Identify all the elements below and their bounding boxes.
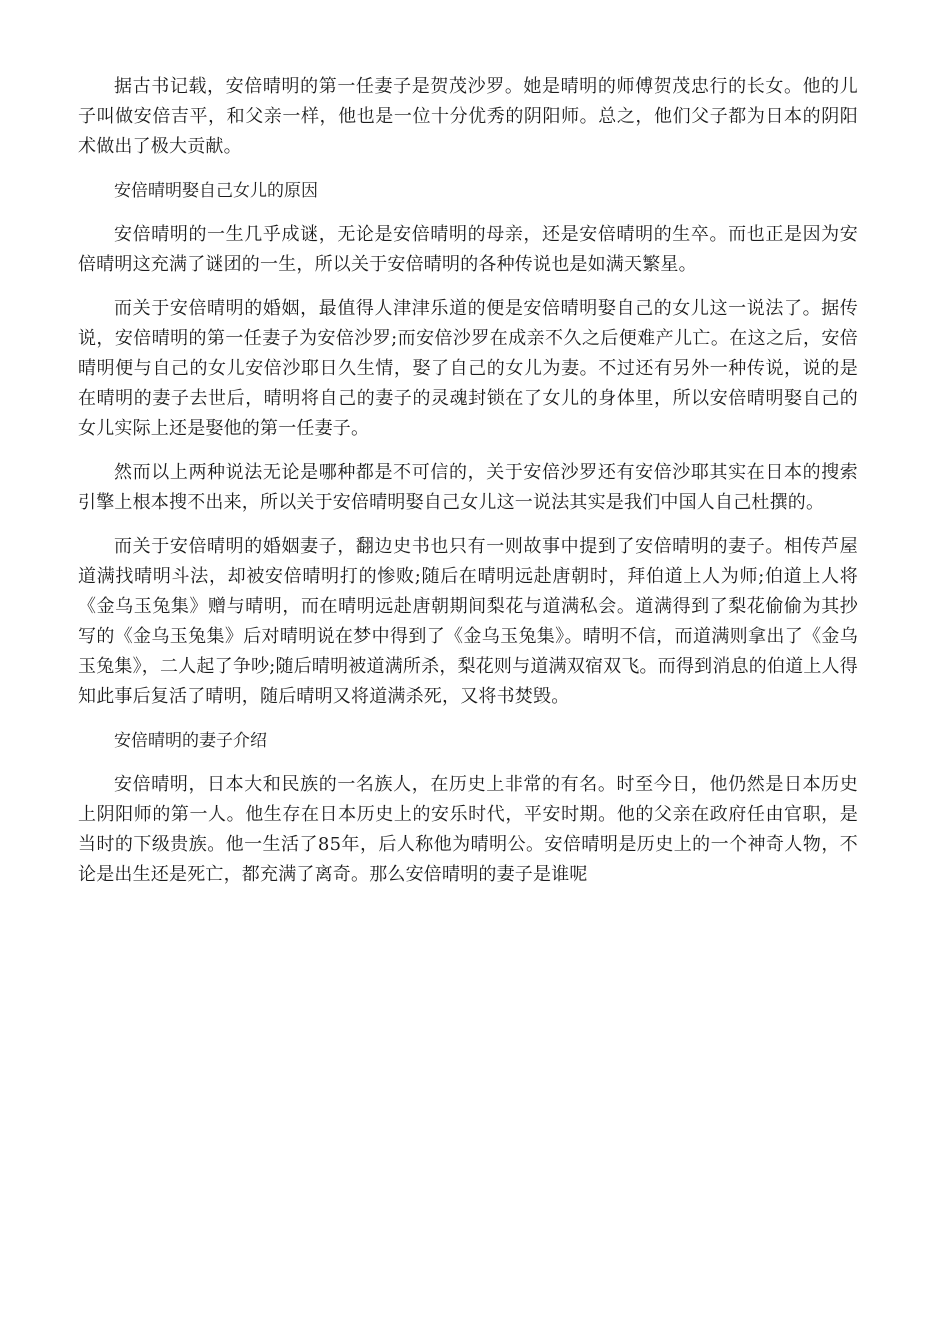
document-page xyxy=(78,72,858,904)
paragraph-wife-intro: 安倍晴明，日本大和民族的一名族人，在历史上非常的有名。时至今日，他仍然是日本历史上阴阳师的第一人。他生存在日本历史上的安乐时代，平安时期。他的父亲在政府任由官职，是当时的下级贵族。他一生活了85年，后人称他为晴明公。安倍晴明是历史上的一个神奇人物，不论是出生还是死亡，都充满了离奇。那么安倍晴明的妻子是谁呢 xyxy=(78,774,858,885)
section-heading-wife: 安倍晴明的妻子介绍 xyxy=(114,731,267,751)
paragraph-mystery: 安倍晴明的一生几乎成谜，无论是安倍晴明的母亲，还是安倍晴明的生卒。而也正是因为安倍晴明这充满了谜团的一生，所以关于安倍晴明的各种传说也是如满天繁星。 xyxy=(78,224,858,275)
paragraph-intro: 据古书记载，安倍晴明的第一任妻子是贺茂沙罗。她是晴明的师傅贺茂忠行的长女。他的儿子叫做安倍吉平，和父亲一样，他也是一位十分优秀的阴阳师。总之，他们父子都为日本的阴阳术做出了极大贡献。 xyxy=(78,76,858,157)
paragraph-unreliable: 然而以上两种说法无论是哪种都是不可信的，关于安倍沙罗还有安倍沙耶其实在日本的搜索引擎上根本搜不出来，所以关于安倍晴明娶自己女儿这一说法其实是我们中国人自己杜撰的。 xyxy=(78,462,858,513)
section-heading-daughter: 安倍晴明娶自己女儿的原因 xyxy=(114,181,318,201)
paragraph-history-story: 而关于安倍晴明的婚姻妻子，翻边史书也只有一则故事中提到了安倍晴明的妻子。相传芦屋道满找晴明斗法，却被安倍晴明打的惨败;随后在晴明远赴唐朝时，拜伯道上人为师;伯道上人将《金乌玉兔集》赠与晴明，而在晴明远赴唐朝期间梨花与道满私会。道满得到了梨花偷偷为其抄写的《金乌玉兔集》后对晴明说在梦中得到了《金乌玉兔集》。晴明不信，而道满则拿出了《金乌玉兔集》，二人起了争吵;随后晴明被道满所杀，梨花则与道满双宿双飞。而得到消息的伯道上人得知此事后复活了晴明，随后晴明又将道满杀死，又将书焚毁。 xyxy=(78,536,858,707)
paragraph-marriage-legend: 而关于安倍晴明的婚姻，最值得人津津乐道的便是安倍晴明娶自己的女儿这一说法了。据传说，安倍晴明的第一任妻子为安倍沙罗;而安倍沙罗在成亲不久之后便难产儿亡。在这之后，安倍晴明便与自己的女儿安倍沙耶日久生情，娶了自己的女儿为妻。不过还有另外一种传说，说的是在晴明的妻子去世后，晴明将自己的妻子的灵魂封锁在了女儿的身体里，所以安倍晴明娶自己的女儿实际上还是娶他的第一任妻子。 xyxy=(78,298,858,439)
